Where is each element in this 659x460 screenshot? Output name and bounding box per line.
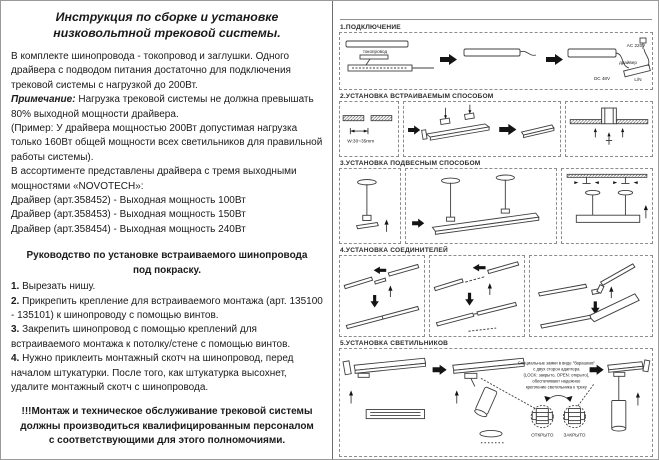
arrow-right-icon [412, 219, 424, 228]
arrow-up-icon [644, 205, 648, 210]
step-text: Вырезать нишу. [22, 281, 96, 293]
connection-diagram [340, 33, 652, 89]
ac-voltage-label: AC 220V [626, 43, 646, 48]
arrow-up-icon [388, 286, 392, 291]
lock-note-line: (LOCK: закрыто, OPEN: открыто), [523, 372, 590, 378]
track-with-clips [422, 105, 489, 140]
arrow-left-icon [473, 264, 486, 271]
track-with-conductor [346, 41, 434, 71]
s4-box-straight-connector [339, 255, 425, 337]
corner-connector-piece [592, 285, 604, 295]
straight-connector-diagram [340, 256, 424, 336]
s3-box-finished [561, 168, 653, 244]
dc-voltage-label: DC 48V [593, 76, 611, 81]
arrow-up-icon [488, 283, 492, 288]
driver-item-3: Драйвер (арт.358454) - Выходная мощность 240Вт [11, 223, 246, 235]
track-with-spot-luminaire [453, 358, 524, 443]
section-1-box [339, 32, 653, 90]
arrow-right-icon [408, 125, 420, 134]
arrow-right-icon [440, 54, 457, 65]
track-to-driver [568, 38, 650, 82]
screw-symbol [606, 132, 612, 145]
s4-box-flex-connector [429, 255, 525, 337]
s3-box-attach [405, 168, 557, 244]
arrow-right-icon [546, 54, 563, 65]
lock-knob-open [531, 406, 553, 428]
arrow-left-icon [374, 267, 387, 274]
lock-note-line: крепление светильника к треку [525, 384, 587, 390]
section-1-header: 1.ПОДКЛЮЧЕНИЕ [340, 24, 401, 31]
recessed-channel [602, 108, 617, 124]
arrow-up-icon [455, 390, 459, 395]
assortment-paragraph: В ассортименте представлены драйвера с тремя выходными мощностями «NOVOTECH»: [11, 166, 297, 192]
s3-box-rod [339, 168, 401, 244]
page-title: Инструкция по сборке и установке низковольтной трековой системы. [53, 10, 281, 40]
track-with-cable [464, 49, 536, 56]
step-number: 3. [11, 324, 20, 336]
step-text: Прикрепить крепление для встраиваемого монтажа (арт. 135100 - 135101) к шинопроводу с помощью винтов. [11, 295, 323, 321]
pendant-attach-diagram [406, 169, 556, 243]
step-text: Закрепить шинопровод с помощью креплений для встраиваемого монтажа к потолку/стене с помощью винтов. [11, 324, 291, 350]
ceiling-hook [613, 177, 638, 184]
lock-note-line: с двух сторон адаптера [533, 366, 580, 372]
conductor-label: токопровод [362, 49, 388, 54]
step-2 [11, 295, 323, 324]
bracket-mounting-diagram [404, 102, 560, 156]
step-text: Нужно приклеить монтажный скотч на шинопровод, перед началом штукатурки. После того, как штукатурка высохнет, удалите монтажный скотч с шинопровода. [11, 353, 294, 393]
lock-knob-closed [563, 406, 585, 428]
section-3-header: 3.УСТАНОВКА ПОДВЕСНЫМ СПОСОБОМ [340, 160, 481, 167]
step-3 [11, 323, 323, 352]
niche-width-label: W:30~35mm [347, 139, 375, 145]
driver-item-2: Драйвер (арт.358453) - Выходная мощность 150Вт [11, 209, 246, 221]
suspension-rod-diagram [340, 169, 400, 243]
right-column [333, 1, 658, 459]
rotate-arrow-icon [546, 395, 570, 401]
arrow-right-icon [590, 365, 604, 375]
note-paragraph [11, 93, 323, 122]
arrow-right-icon [499, 124, 516, 135]
driver-label: драйвер [619, 60, 637, 65]
arrow-up-icon [621, 128, 624, 132]
assembled-track [522, 125, 554, 138]
note-label: Примечание: [11, 94, 76, 106]
section-5-header: 5.УСТАНОВКА СВЕТИЛЬНИКОВ [340, 340, 449, 347]
luminaire-install-diagram [340, 349, 652, 456]
dimension-line [350, 128, 368, 134]
arrow-down-icon [465, 293, 474, 306]
intro-paragraph: В комплекте шинопровода - токопровод и заглушки. Одного драйвера с подводом питания достаточно для подключения трековой системы с нагрузкой до 200Вт. [11, 51, 291, 91]
arrow-up-icon [594, 128, 597, 132]
track-with-pendant-luminaire [608, 360, 650, 431]
lock-note-line: обеспечивают надежное [532, 378, 581, 384]
lock-annotation [481, 360, 596, 437]
arrow-up-icon [609, 286, 613, 291]
ceiling-hook [574, 177, 599, 184]
pendant-finished-diagram [562, 169, 652, 243]
flex-connector-diagram [430, 256, 524, 336]
guide-title: Руководство по установке встраиваемого шинопровода под покраску. [26, 250, 308, 276]
recessed-ceiling-diagram [566, 102, 652, 156]
arrow-up-icon [349, 390, 353, 395]
step-1 [11, 280, 323, 294]
open-label: ОТКРЫТО [531, 432, 554, 438]
driver-item-1: Драйвер (арт.358452) - Выходная мощность 100Вт [11, 195, 246, 207]
corner-connector-diagram [530, 256, 652, 336]
niche-cutout-diagram [340, 102, 398, 156]
lock-note-line: Специальные замки в виде "барашков" [517, 360, 595, 366]
example-paragraph: (Пример: У драйвера мощностью 200Вт допустимая нагрузка только 160Вт общей мощности всех светильников для правильной работы системы). [11, 123, 323, 163]
s2-box-brackets [403, 101, 561, 157]
closed-label: ЗАКРЫТО [563, 432, 586, 438]
section-5-box [339, 348, 653, 457]
step-4 [11, 352, 323, 395]
s2-box-niche [339, 101, 399, 157]
note-text: Нагрузка трековой системы не должна превышать 80% выходной мощности драйвера. [11, 94, 314, 120]
step-number: 1. [11, 281, 20, 293]
arrow-right-icon [433, 365, 447, 375]
arrow-up-icon [384, 219, 388, 224]
warning-text: !!!Монтаж и техническое обслуживание трековой системы должны производиться квалифицированным персоналом с соответствующими для этого полномочиями. [20, 406, 314, 447]
left-column [1, 1, 332, 459]
ln-label: L/N [634, 77, 642, 82]
arrow-up-icon [636, 392, 640, 397]
step-number: 2. [11, 295, 20, 307]
s2-box-recessed [565, 101, 653, 157]
section-4-header: 4.УСТАНОВКА СОЕДИНИТЕЛЕЙ [340, 247, 448, 254]
step-number: 4. [11, 353, 20, 365]
track-with-linear-luminaire [343, 358, 426, 418]
section-2-header: 2.УСТАНОВКА ВСТРАИВАЕМЫМ СПОСОБОМ [340, 93, 494, 100]
arrow-down-icon [370, 295, 378, 308]
top-rule [340, 19, 652, 20]
s4-box-corner-connector [529, 255, 653, 337]
